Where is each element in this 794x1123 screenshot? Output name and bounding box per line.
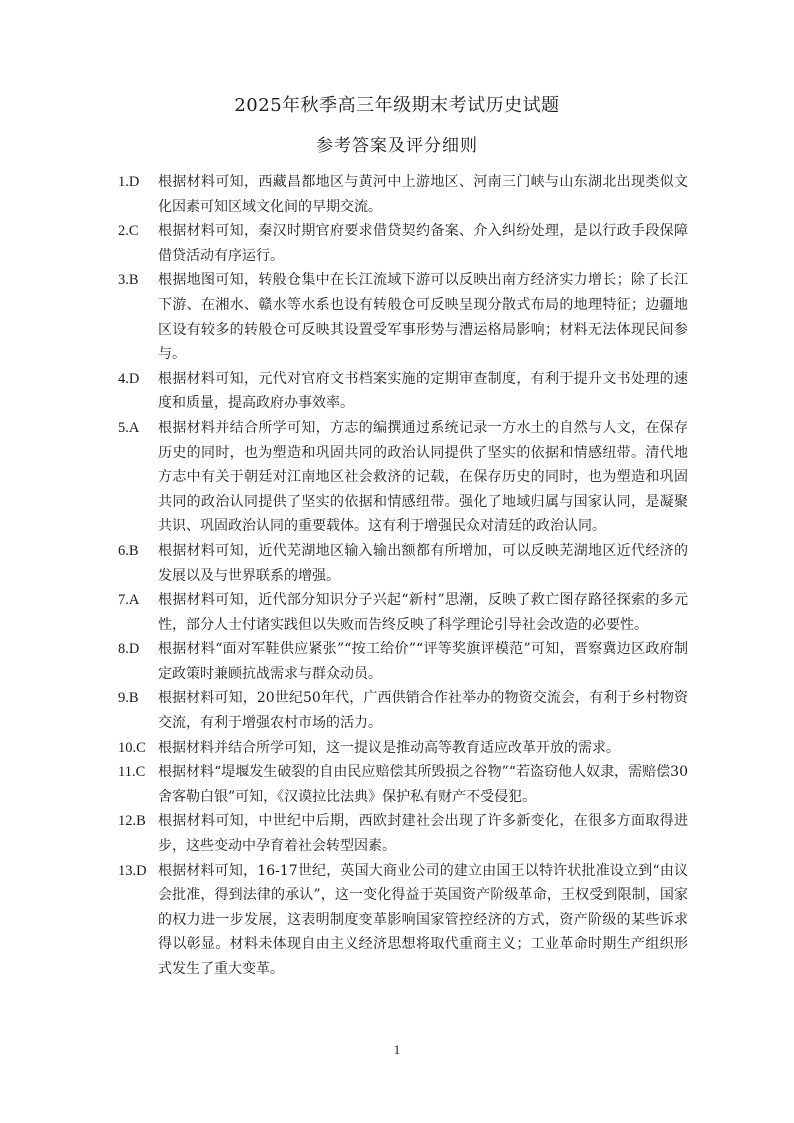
answer-item-10: [118, 736, 688, 761]
answer-explanation: 根据材料可知，16-17世纪，英国大商业公司的建立由国王以特许状批准设立到“由议会批准，得到法律的承认”，这一变化得益于英国资产阶级革命，王权受到限制，国家的权力进一步发展，这表明制度变革影响国家管控经济的方式，资产阶级的某些诉求得以彰显。材料未体现自由主义经济思想将取代重商主义；工业革命时期生产组织形式发生了重大变革。: [158, 862, 688, 977]
answer-number: 5.A: [118, 419, 140, 436]
answer-item-7: [118, 588, 688, 637]
page-number: 1: [393, 1042, 401, 1057]
answer-number: 10.C: [118, 739, 146, 756]
answer-explanation: 根据材料可知，元代对官府文书档案实施的定期审查制度，有利于提升文书处理的速度和质量，提高政府办事效率。: [158, 370, 688, 412]
answer-item-9: [118, 686, 688, 735]
answer-number: 11.C: [118, 764, 146, 781]
answer-explanation: 根据材料“面对军鞋供应紧张”“按工给价”“评等奖旗评模范”可知，晋察冀边区政府制定政策时兼顾抗战需求与群众动员。: [158, 641, 688, 682]
answer-item-4: [118, 367, 688, 416]
answer-number: 2.C: [118, 223, 139, 240]
answer-explanation: 根据材料可知，西藏昌都地区与黄河中上游地区、河南三门峡与山东湖北出现类似文化因素可知区域文化间的早期交流。: [158, 174, 688, 215]
answer-explanation: 根据材料可知，20世纪50年代，广西供销合作社举办的物资交流会，有利于乡村物资交流，有利于增强农村市场的活力。: [158, 690, 688, 732]
answer-item-13: [118, 859, 688, 982]
answer-item-11: [118, 760, 688, 809]
answer-number: 9.B: [118, 690, 139, 707]
answer-number: 6.B: [118, 542, 139, 559]
answer-explanation: 根据材料可知，近代芜湖地区输入输出额都有所增加，可以反映芜湖地区近代经济的发展以及与世界联系的增强。: [158, 542, 688, 584]
answer-item-1: [118, 170, 688, 219]
answer-explanation: 根据材料并结合所学可知，方志的编撰通过系统记录一方水土的自然与人文，在保存历史的同时，也为塑造和巩固共同的政治认同提供了坚实的依据和情感纽带。清代地方志中有关于朝廷对江南地区社会救济的记载，在保存历史的同时，也为塑造和巩固共同的政治认同提供了坚实的依据和情感纽带。强化了地域归属与国家认同，是凝聚共识、巩固政治认同的重要载体。这有利于增强民众对清廷的政治认同。: [158, 419, 688, 535]
answer-explanation: 根据材料可知，秦汉时期官府要求借贷契约备案、介入纠纷处理，是以行政手段保障借贷活动有序运行。: [158, 223, 688, 264]
answer-number: 13.D: [118, 862, 147, 879]
answer-item-12: [118, 809, 688, 858]
answer-number: 7.A: [118, 592, 140, 609]
answer-explanation: 根据材料可知，中世纪中后期，西欧封建社会出现了许多新变化，在很多方面取得进步，这些变动中孕育着社会转型因素。: [158, 813, 688, 855]
answer-item-5: [118, 416, 688, 539]
answer-number: 1.D: [118, 174, 140, 190]
answer-number: 4.D: [118, 370, 140, 387]
answer-number: 12.B: [118, 813, 146, 830]
answer-number: 3.B: [118, 272, 139, 289]
answer-item-3: [118, 268, 688, 366]
answer-item-8: [118, 637, 688, 686]
answer-explanation: 根据材料并结合所学可知，这一提议是推动高等教育适应改革开放的需求。: [158, 739, 620, 756]
answer-number: 8.D: [118, 641, 140, 658]
answer-explanation: 根据地图可知，转般仓集中在长江流域下游可以反映出南方经济实力增长；除了长江下游、在湘水、赣水等水系也设有转般仓可反映呈现分散式布局的地理特征；边疆地区设有较多的转般仓可反映其设置受军事形势与漕运格局影响；材料无法体现民间参与。: [158, 272, 688, 363]
answer-explanation: 根据材料“堤堰发生破裂的自由民应赔偿其所毁损之谷物”“若盗窃他人奴隶，需赔偿30舍客勒白银”可知，《汉谟拉比法典》保护私有财产不受侵犯。: [158, 764, 688, 805]
page-subtitle: 参考答案及评分细则: [316, 136, 478, 156]
answer-item-6: [118, 539, 688, 588]
answer-list: [118, 170, 688, 982]
answer-explanation: 根据材料可知，近代部分知识分子兴起“新村”思潮，反映了救亡图存路径探索的多元性，部分人士付诸实践但以失败而告终反映了科学理论引导社会改造的必要性。: [158, 592, 688, 633]
page-title: 2025年秋季高三年级期末考试历史试题: [234, 95, 560, 116]
answer-item-2: [118, 219, 688, 268]
